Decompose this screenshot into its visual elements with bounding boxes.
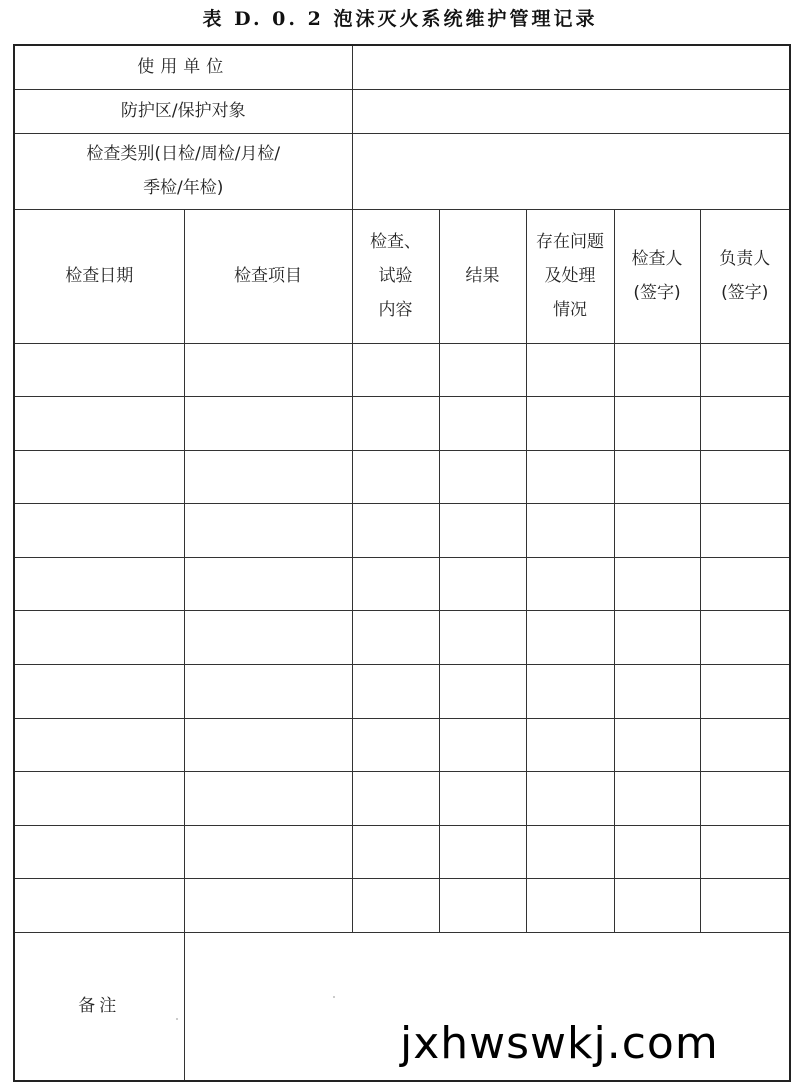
cell-date[interactable] <box>14 718 184 772</box>
cell-inspector[interactable] <box>614 450 700 504</box>
table-row <box>14 772 790 826</box>
cell-issue[interactable] <box>526 718 614 772</box>
cell-inspector[interactable] <box>614 879 700 933</box>
protected-area-label: 防护区/保护对象 <box>120 101 246 121</box>
cell-issue[interactable] <box>526 343 614 397</box>
cell-responsible[interactable] <box>700 397 790 451</box>
cell-item[interactable] <box>184 450 352 504</box>
scan-speck <box>176 1018 178 1020</box>
table-row <box>14 343 790 397</box>
cell-result[interactable] <box>439 557 526 611</box>
maintenance-record-table <box>13 44 791 1082</box>
cell-item[interactable] <box>184 611 352 665</box>
header-issue <box>526 209 614 343</box>
cell-content[interactable] <box>352 772 439 826</box>
cell-responsible[interactable] <box>700 665 790 719</box>
table-row <box>14 397 790 451</box>
unit-label: 使用单位 <box>137 57 230 78</box>
header-item: 检查项目 <box>184 209 352 343</box>
cell-content[interactable] <box>352 718 439 772</box>
cell-responsible[interactable] <box>700 450 790 504</box>
cell-content[interactable] <box>352 504 439 558</box>
cell-result[interactable] <box>439 397 526 451</box>
cell-content[interactable] <box>352 557 439 611</box>
cell-result[interactable] <box>439 718 526 772</box>
cell-inspector[interactable] <box>614 504 700 558</box>
cell-content[interactable] <box>352 825 439 879</box>
cell-issue[interactable] <box>526 665 614 719</box>
cell-inspector[interactable] <box>614 557 700 611</box>
cell-content[interactable] <box>352 343 439 397</box>
cell-content[interactable] <box>352 450 439 504</box>
cell-result[interactable] <box>439 665 526 719</box>
info-row-protected-area <box>14 89 790 133</box>
cell-item[interactable] <box>184 504 352 558</box>
cell-issue[interactable] <box>526 397 614 451</box>
header-issue-line1: 存在问题 <box>536 232 604 252</box>
table-row <box>14 718 790 772</box>
cell-item[interactable] <box>184 879 352 933</box>
cell-issue[interactable] <box>526 557 614 611</box>
cell-result[interactable] <box>439 825 526 879</box>
header-date: 检查日期 <box>14 209 184 343</box>
table-row <box>14 665 790 719</box>
header-content <box>352 209 439 343</box>
cell-result[interactable] <box>439 879 526 933</box>
cell-item[interactable] <box>184 772 352 826</box>
header-responsible <box>700 209 790 343</box>
cell-issue[interactable] <box>526 879 614 933</box>
table-row <box>14 450 790 504</box>
cell-responsible[interactable] <box>700 343 790 397</box>
cell-date[interactable] <box>14 450 184 504</box>
cell-date[interactable] <box>14 825 184 879</box>
info-label-unit <box>14 45 352 89</box>
header-content-line3: 内容 <box>378 300 413 320</box>
header-responsible-line2: (签字) <box>721 283 769 303</box>
cell-inspector[interactable] <box>614 397 700 451</box>
info-label-inspection-type <box>14 133 352 209</box>
cell-content[interactable] <box>352 397 439 451</box>
cell-content[interactable] <box>352 879 439 933</box>
cell-issue[interactable] <box>526 611 614 665</box>
header-content-line1: 检查、 <box>370 232 421 252</box>
cell-responsible[interactable] <box>700 611 790 665</box>
cell-issue[interactable] <box>526 825 614 879</box>
cell-responsible[interactable] <box>700 772 790 826</box>
header-responsible-line1: 负责人 <box>719 249 771 269</box>
header-inspector <box>614 209 700 343</box>
inspection-type-label-line2: 季检/年检) <box>143 178 224 198</box>
cell-item[interactable] <box>184 557 352 611</box>
cell-item[interactable] <box>184 665 352 719</box>
table-row <box>14 879 790 933</box>
header-inspector-line2: (签字) <box>633 283 681 303</box>
cell-responsible[interactable] <box>700 718 790 772</box>
table-row <box>14 504 790 558</box>
cell-responsible[interactable] <box>700 557 790 611</box>
cell-date[interactable] <box>14 504 184 558</box>
cell-item[interactable] <box>184 825 352 879</box>
unit-value-cell[interactable] <box>352 45 790 89</box>
cell-result[interactable] <box>439 611 526 665</box>
cell-result[interactable] <box>439 772 526 826</box>
cell-date[interactable] <box>14 879 184 933</box>
protected-area-value-cell[interactable] <box>352 89 790 133</box>
header-result: 结果 <box>439 209 526 343</box>
cell-inspector[interactable] <box>614 343 700 397</box>
table-title: 表 D. 0. 2 泡沫灭火系统维护管理记录 <box>202 8 598 30</box>
table-row <box>14 557 790 611</box>
header-row <box>14 209 790 343</box>
header-issue-line3: 情况 <box>553 300 587 320</box>
header-inspector-line1: 检查人 <box>631 249 683 269</box>
cell-responsible[interactable] <box>700 825 790 879</box>
watermark-text: jxhwswkj.com <box>400 1018 719 1069</box>
cell-inspector[interactable] <box>614 718 700 772</box>
table-row <box>14 611 790 665</box>
cell-issue[interactable] <box>526 772 614 826</box>
cell-responsible[interactable] <box>700 504 790 558</box>
cell-date[interactable] <box>14 397 184 451</box>
cell-inspector[interactable] <box>614 772 700 826</box>
cell-inspector[interactable] <box>614 825 700 879</box>
cell-date[interactable] <box>14 665 184 719</box>
remark-label: 备注 <box>78 996 121 1017</box>
cell-date[interactable] <box>14 557 184 611</box>
info-row-unit <box>14 45 790 89</box>
cell-issue[interactable] <box>526 504 614 558</box>
remark-label-cell <box>14 933 184 1081</box>
cell-content[interactable] <box>352 611 439 665</box>
cell-date[interactable] <box>14 611 184 665</box>
inspection-type-label-line1: 检查类别(日检/周检/月检/ <box>86 144 281 164</box>
cell-item[interactable] <box>184 343 352 397</box>
info-label-protected-area <box>14 89 352 133</box>
cell-result[interactable] <box>439 450 526 504</box>
cell-content[interactable] <box>352 665 439 719</box>
scan-speck <box>333 996 335 998</box>
table-row <box>14 825 790 879</box>
header-issue-line2: 及处理 <box>544 266 596 286</box>
cell-inspector[interactable] <box>614 665 700 719</box>
cell-item[interactable] <box>184 718 352 772</box>
cell-responsible[interactable] <box>700 879 790 933</box>
cell-inspector[interactable] <box>614 611 700 665</box>
cell-date[interactable] <box>14 343 184 397</box>
info-row-inspection-type <box>14 133 790 209</box>
cell-issue[interactable] <box>526 450 614 504</box>
inspection-type-value-cell[interactable] <box>352 133 790 209</box>
header-content-line2: 试验 <box>378 266 413 286</box>
cell-date[interactable] <box>14 772 184 826</box>
cell-result[interactable] <box>439 343 526 397</box>
cell-item[interactable] <box>184 397 352 451</box>
cell-result[interactable] <box>439 504 526 558</box>
